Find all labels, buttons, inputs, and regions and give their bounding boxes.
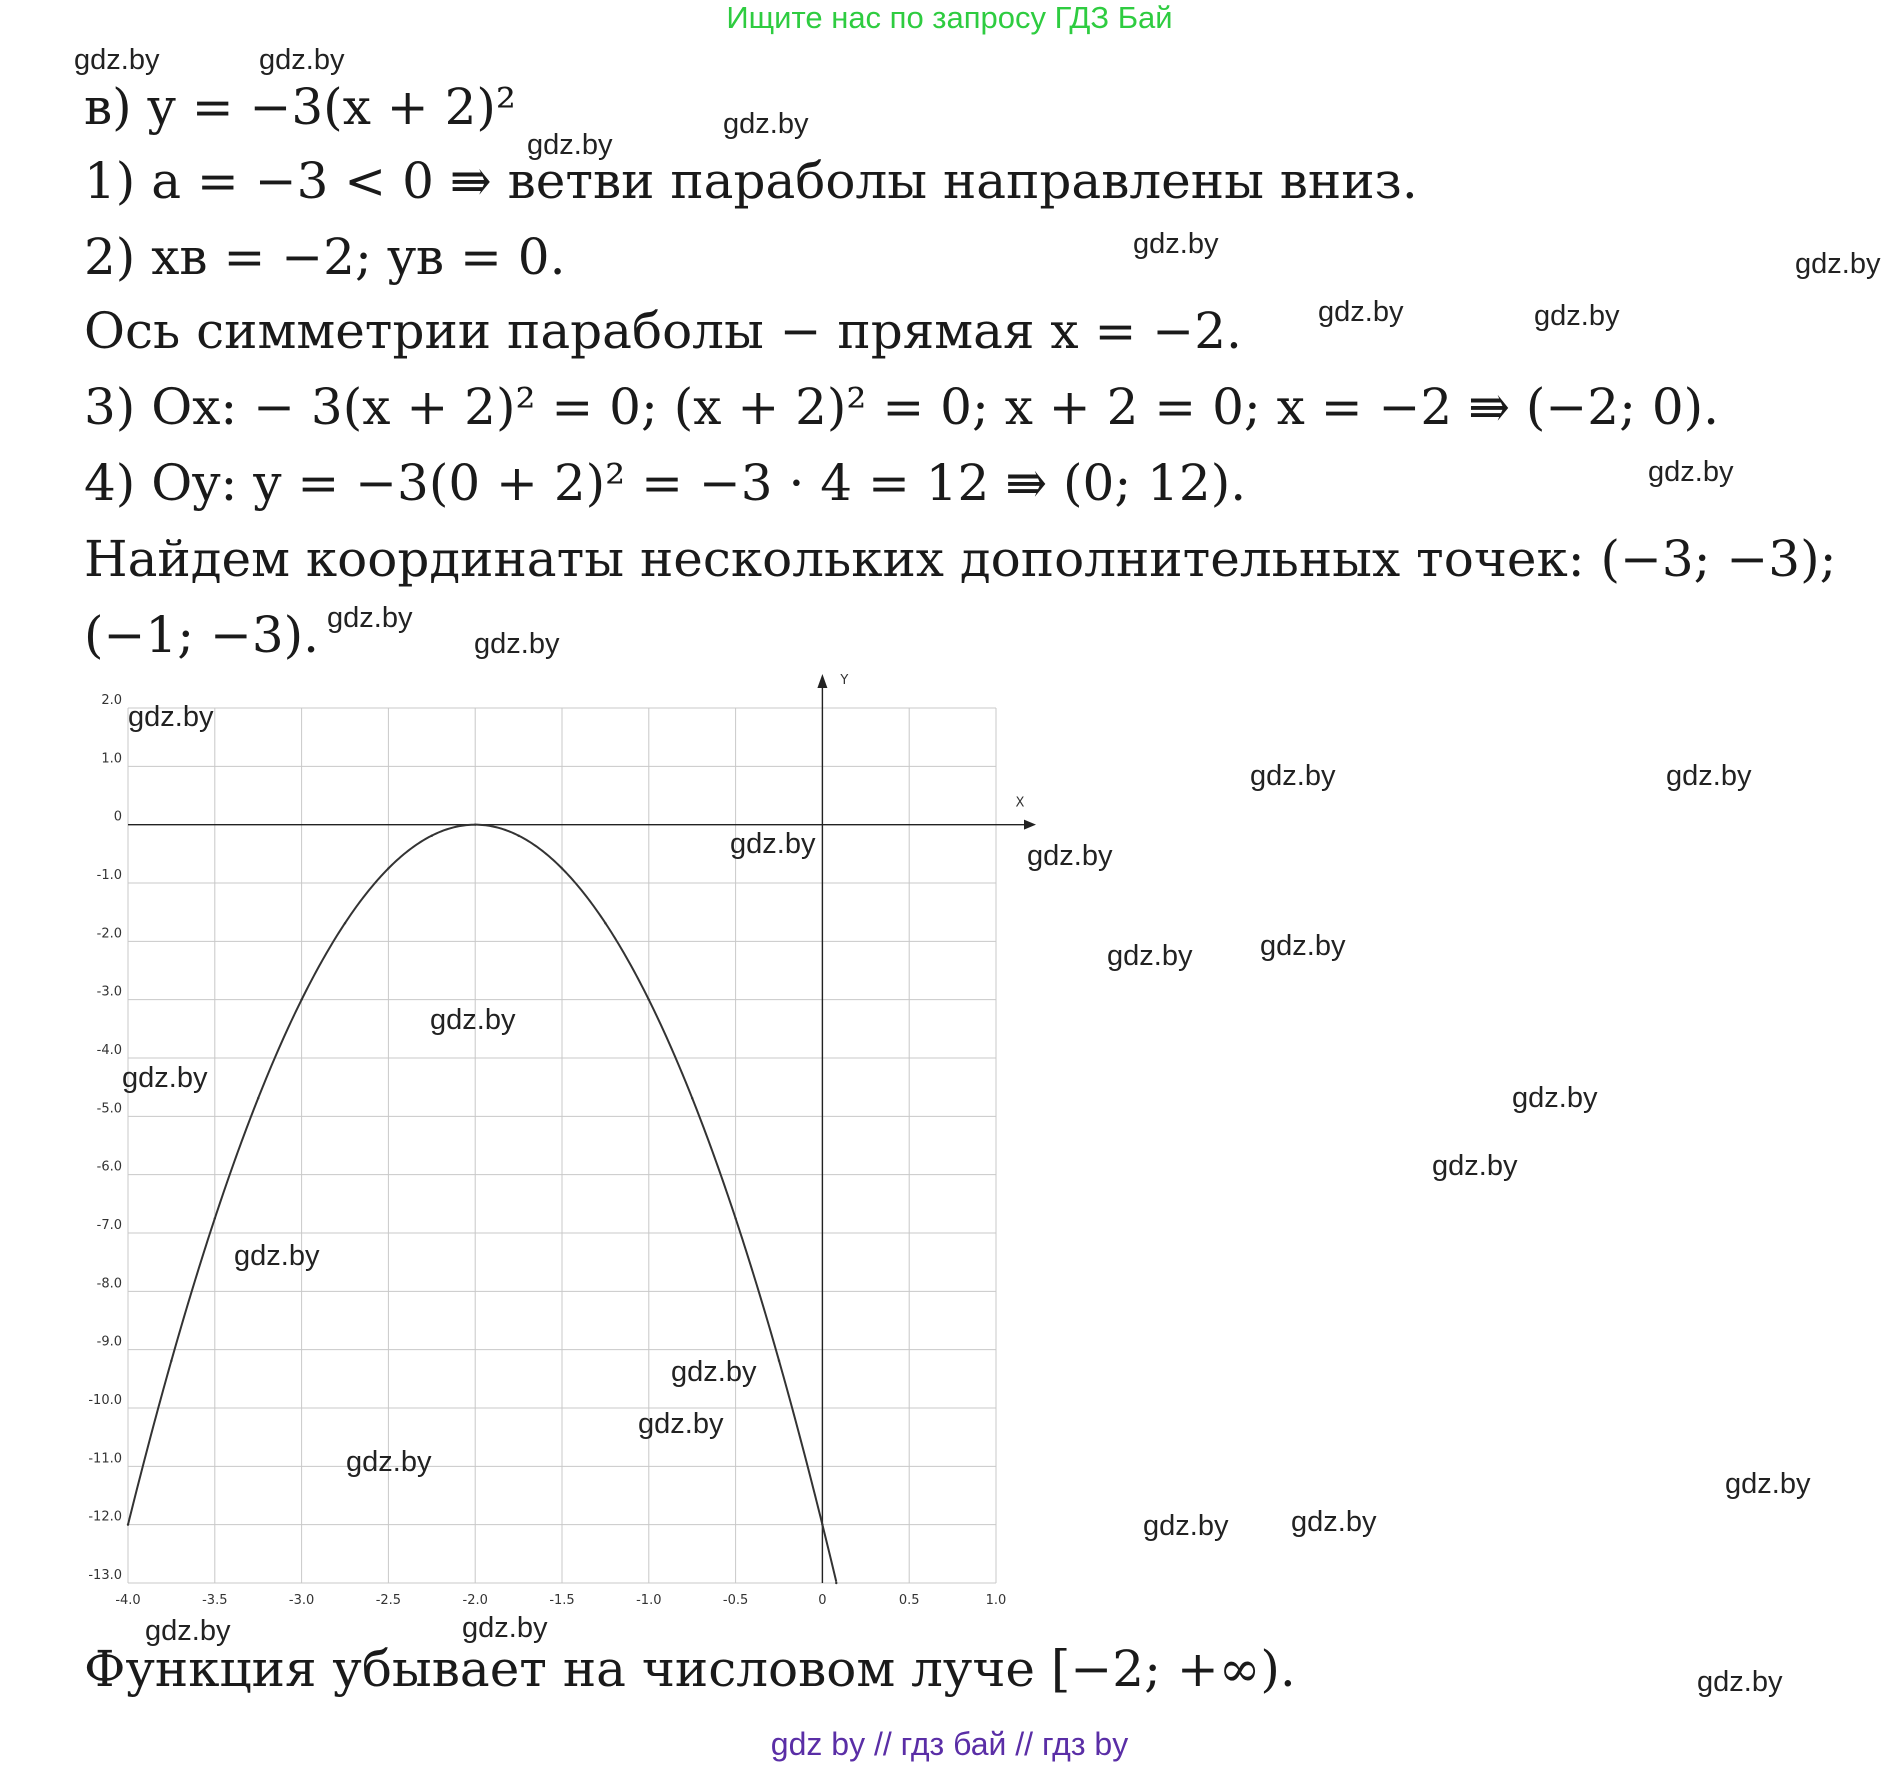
y-tick-label: 2.0: [101, 693, 122, 708]
curve-point: [604, 922, 606, 924]
watermark-text: gdz.by: [638, 1408, 724, 1440]
x-tick-label: -0.5: [722, 1593, 749, 1608]
x-tick-label: -2.0: [462, 1593, 488, 1608]
watermark-text: gdz.by: [327, 602, 413, 634]
curve-point: [300, 998, 302, 1000]
curve-point: [517, 835, 519, 837]
curve-point: [431, 835, 433, 837]
y-tick-label: -12.0: [88, 1509, 122, 1525]
curve-point: [734, 1217, 736, 1219]
watermark-text: gdz.by: [259, 44, 345, 76]
watermark-text: gdz.by: [1534, 300, 1620, 332]
watermark-text: gdz.by: [462, 1612, 548, 1644]
y-tick-label: -5.0: [96, 1101, 122, 1117]
task-line-1: в) y = −3(x + 2)²: [84, 78, 516, 136]
y-tick-label: 0: [113, 809, 122, 825]
conclusion-text: Функция убывает на числовом луче [−2; +∞).: [84, 1640, 1296, 1698]
watermark-text: gdz.by: [1133, 228, 1219, 260]
x-tick-label: -3.5: [202, 1593, 228, 1608]
y-tick-label: -8.0: [96, 1276, 122, 1292]
chart-tick-labels: [88, 693, 1006, 1608]
watermark-text: gdz.by: [1260, 930, 1346, 962]
watermark-text: gdz.by: [1512, 1082, 1598, 1114]
curve-point: [474, 823, 476, 825]
watermark-text: gdz.by: [1725, 1468, 1811, 1500]
chart-grid: [128, 708, 996, 1583]
y-tick-label: -7.0: [96, 1218, 122, 1233]
curve-point: [821, 1523, 823, 1525]
task-line-8: (−1; −3).: [84, 606, 320, 664]
watermark-text: gdz.by: [74, 44, 160, 76]
curve-point: [170, 1360, 172, 1362]
watermark-text: gdz.by: [527, 129, 613, 161]
curve-point: [691, 1097, 693, 1099]
y-tick-label: -3.0: [96, 984, 122, 1000]
x-axis-arrow: [1024, 820, 1036, 830]
x-tick-label: -2.5: [375, 1593, 402, 1608]
task-line-7: Найдем координаты нескольких дополнительных точек: (−3; −3);: [84, 530, 1837, 588]
header-banner[interactable]: Ищите нас по запросу ГДЗ Бай: [726, 0, 1173, 35]
task-line-6: 4) Oy: y = −3(0 + 2)² = −3 · 4 = 12 ⇛ (0; 12).: [84, 454, 1247, 512]
watermark-text: gdz.by: [234, 1240, 320, 1272]
watermark-text: gdz.by: [430, 1004, 516, 1036]
watermark-text: gdz.by: [1666, 760, 1752, 792]
y-tick-label: -11.0: [88, 1451, 122, 1467]
curve-point: [127, 1523, 129, 1525]
watermark-text: gdz.by: [1697, 1666, 1783, 1698]
curve-point: [214, 1217, 216, 1219]
footer-links[interactable]: gdz by // гдз бай // гдз by: [770, 1726, 1129, 1762]
x-tick-label: -1.5: [549, 1593, 575, 1608]
watermark-text: gdz.by: [1143, 1510, 1229, 1542]
y-tick-label: -1.0: [96, 868, 122, 883]
y-tick-label: 1.0: [101, 751, 122, 767]
y-tick-label: -9.0: [96, 1334, 122, 1350]
curve-point: [648, 998, 650, 1000]
curve-point: [778, 1360, 780, 1362]
chart-axes: [128, 673, 1036, 1583]
watermark-text: gdz.by: [730, 828, 816, 860]
watermark-text: gdz.by: [1318, 296, 1404, 328]
x-tick-label: -3.0: [288, 1593, 315, 1608]
curve-point: [835, 1582, 837, 1584]
y-tick-label: -10.0: [88, 1393, 122, 1408]
parabola-curve: [128, 825, 836, 1582]
y-tick-label: -6.0: [96, 1159, 122, 1175]
x-tick-label: 0.5: [898, 1593, 920, 1608]
watermark-text: gdz.by: [1027, 840, 1113, 872]
chart-series: [127, 823, 838, 1584]
x-tick-label: -1.0: [636, 1593, 662, 1608]
watermark-text: gdz.by: [122, 1062, 208, 1094]
watermark-text: gdz.by: [1107, 940, 1193, 972]
watermark-text: gdz.by: [1648, 456, 1734, 488]
x-axis-label: X: [1015, 795, 1025, 811]
watermark-text: gdz.by: [723, 108, 809, 140]
y-axis-label: Y: [840, 673, 849, 688]
watermark-text: gdz.by: [671, 1356, 757, 1388]
y-tick-label: -4.0: [96, 1043, 122, 1058]
task-line-4: Ось симметрии параболы − прямая x = −2.: [84, 302, 1242, 360]
watermark-text: gdz.by: [1795, 248, 1881, 280]
curve-point: [387, 867, 389, 869]
watermark-text: gdz.by: [1432, 1150, 1518, 1182]
watermark-text: gdz.by: [1250, 760, 1336, 792]
y-tick-label: -13.0: [88, 1568, 122, 1583]
y-axis-arrow: [817, 674, 827, 688]
task-line-3: 2) xв = −2; yв = 0.: [84, 228, 566, 286]
y-tick-label: -2.0: [96, 926, 122, 942]
task-line-2: 1) a = −3 < 0 ⇛ ветви параболы направлены вниз.: [84, 152, 1418, 210]
watermark-text: gdz.by: [1291, 1506, 1377, 1538]
curve-point: [561, 867, 563, 869]
x-tick-label: -4.0: [115, 1593, 141, 1608]
curve-point: [257, 1097, 259, 1099]
x-tick-label: 1.0: [985, 1593, 1007, 1608]
curve-point: [344, 922, 346, 924]
task-line-5: 3) Ox: − 3(x + 2)² = 0; (x + 2)² = 0; x + 2 = 0; x = −2 ⇛ (−2; 0).: [84, 378, 1720, 436]
watermark-text: gdz.by: [145, 1615, 231, 1647]
watermark-text: gdz.by: [474, 628, 560, 660]
watermark-text: gdz.by: [346, 1446, 432, 1478]
watermark-text: gdz.by: [128, 701, 214, 733]
x-tick-label: 0: [818, 1593, 827, 1608]
